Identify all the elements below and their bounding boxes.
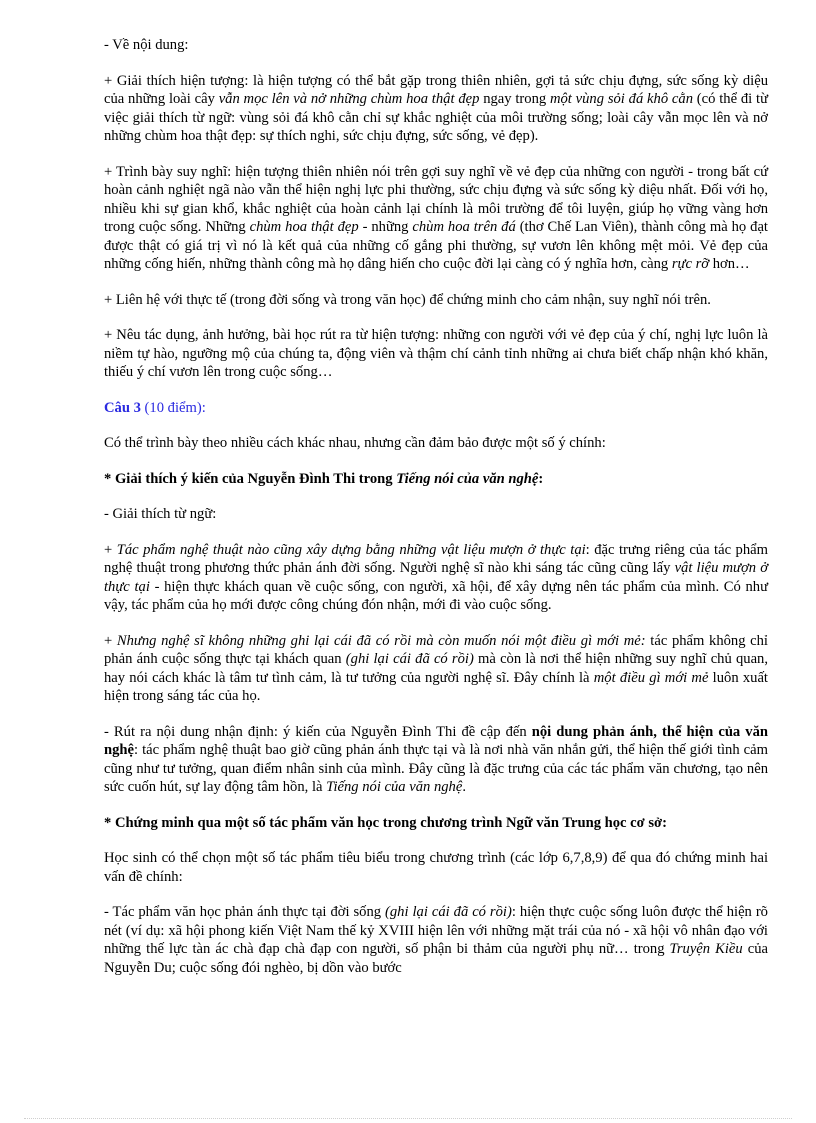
paragraph-materials-from-reality: + Tác phẩm nghệ thuật nào cũng xây dựng bằng những vật liệu mượn ở thực tại: đặc trưng riêng của tác phẩm nghệ thuật trong phương thức phản ánh đời sống. Người nghệ sĩ nào khi sáng tác cũng cũng lấy vật liệu mượn ở thực tại - hiện thực khách quan về cuộc sống, con người, xã hội, để xây dựng nên tác phẩm của mình. Có như vậy, tác phẩm của họ mới được công chúng đón nhận, mới đi vào cuộc sống. (104, 541, 769, 613)
paragraph-effects-lessons: + Nêu tác dụng, ảnh hưởng, bài học rút ra từ hiện tượng: những con người với vẻ đẹp của ý chí, nghị lực luôn là niềm tự hào, ngưỡng mộ của chúng ta, động viên và thậm chí cảnh tỉnh những ai chưa biết chấp nhận khó khăn, thiếu ý chí vươn lên trong cuộc sống… (104, 327, 768, 380)
section-explain-opinion: * Giải thích ý kiến của Nguyễn Đình Thi trong Tiếng nói của văn nghệ: (104, 470, 544, 487)
paragraph-something-new: + Nhưng nghệ sĩ không những ghi lại cái đã có rồi mà còn muốn nói một điều gì mới mẻ: tác phẩm không chỉ phản ánh cuộc sống thực tại khách quan (ghi lại cái đã có rồi) mà còn là nơi thể hiện những suy nghĩ chủ quan, hay nói cách khác là tâm tư tình cảm, là tư tưởng của người nghệ sĩ. Đây chính là một điều gì mới mẻ luôn xuất hiện trong sáng tác của họ. (104, 632, 768, 704)
document-page (104, 36, 768, 994)
content-heading: - Về nội dung: (104, 37, 189, 53)
page-bottom-divider (24, 1118, 792, 1119)
question-3-heading: Câu 3 (10 điểm): (104, 399, 206, 416)
question-3-intro: Có thể trình bày theo nhiều cách khác nhau, nhưng cần đảm bảo được một số ý chính: (104, 435, 606, 451)
paragraph-choose-works: Học sinh có thể chọn một số tác phẩm tiêu biểu trong chương trình (các lớp 6,7,8,9) để qua đó chứng minh hai vấn đề chính: (104, 850, 768, 885)
paragraph-draw-conclusion: - Rút ra nội dung nhận định: ý kiến của Nguyễn Đình Thi đề cập đến nội dung phản ánh, thể hiện của văn nghệ: tác phẩm nghệ thuật bao giờ cũng phản ánh thực tại và là nơi nhà văn nhắn gửi, thể hiện thế giới tình cảm cũng như tư tưởng, quan điểm nhân sinh của mình. Đây cũng là đặc trưng của các tác phẩm văn chương, tạo nên sức cuốn hút, sự lay động tâm hồn, là Tiếng nói của văn nghệ. (104, 723, 769, 795)
section-prove-with-works: * Chứng minh qua một số tác phẩm văn học trong chương trình Ngữ văn Trung học cơ sở: (104, 814, 667, 831)
explain-terms-heading: - Giải thích từ ngữ: (104, 506, 217, 522)
paragraph-reflect-reality: - Tác phẩm văn học phản ánh thực tại đời sống (ghi lại cái đã có rồi): hiện thực cuộc sống luôn được thể hiện rõ nét (ví dụ: xã hội phong kiến Việt Nam thế kỷ XVIII hiện lên với những mặt trái của nó - xã hội vô nhân đạo với những thế lực tàn ác chà đạp chà đạp con người, số phận bi thảm của người phụ nữ… trong Truyện Kiều của Nguyễn Du; cuộc sống đói nghèo, bị dồn vào bước (104, 904, 768, 976)
paragraph-present-thoughts: + Trình bày suy nghĩ: hiện tượng thiên nhiên nói trên gợi suy nghĩ về vẻ đẹp của những con người - trong bất cứ hoàn cảnh nghiệt ngã nào vẫn thể hiện nghị lực phi thường, sức chịu đựng và sức sống kỳ diệu nhất. Đối với họ, nhiều khi sự gian khổ, khắc nghiệt của hoàn cảnh lại chính là môi trường để tôi luyện, giúp họ vững vàng hơn trong cuộc sống. Những chùm hoa thật đẹp - những chùm hoa trên đá (thơ Chế Lan Viên), thành công mà họ đạt được thật có giá trị vì nó là kết quả của những cố gắng phi thường, sự vươn lên không mệt mỏi. Vẻ đẹp của những cống hiến, những thành công mà họ dâng hiến cho cuộc đời lại càng có ý nghĩa hơn, càng rực rỡ hơn… (104, 163, 768, 272)
paragraph-relate-reality: + Liên hệ với thực tế (trong đời sống và trong văn học) để chứng minh cho cảm nhận, suy nghĩ nói trên. (104, 291, 711, 308)
paragraph-explain-phenomenon: + Giải thích hiện tượng: là hiện tượng có thể bắt gặp trong thiên nhiên, gợi tả sức chịu đựng, sức sống kỳ diệu của những loài cây vẫn mọc lên và nở những chùm hoa thật đẹp ngay trong một vùng sỏi đá khô cằn (có thể đi từ việc giải thích từ ngữ: vùng sỏi đá khô cằn chỉ sự khắc nghiệt của môi trường sống; loài cây vẫn mọc lên và nở những chùm hoa thật đẹp: sự thích nghi, sức chịu đựng, sức sống, vẻ đẹp). (104, 72, 768, 144)
